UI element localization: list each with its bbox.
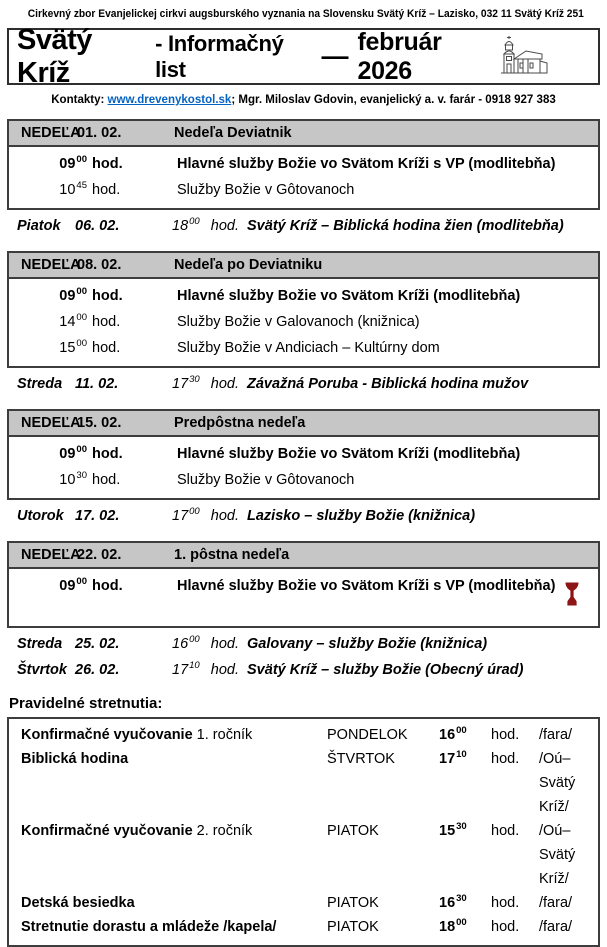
service-time: $09^{00}$ bbox=[59, 154, 87, 172]
hod-label: hod. bbox=[491, 727, 520, 743]
header-title: Predpôstna nedeľa bbox=[174, 415, 306, 431]
regular-meetings-heading: Pravidelné stretnutia: bbox=[9, 695, 163, 712]
weekday-date: 17. 02. bbox=[75, 508, 120, 524]
hod-label: hod. bbox=[92, 314, 121, 330]
service-time: $14^{00}$ bbox=[59, 312, 87, 330]
header-day: NEDEĽA bbox=[21, 257, 81, 273]
weekday-time: $18^{00}$ bbox=[172, 216, 200, 234]
service-row bbox=[9, 151, 598, 177]
schedule-section-week2 bbox=[7, 251, 600, 394]
weekday-event-text: Svätý Kríž – Biblická hodina žien (modlitebňa) bbox=[247, 218, 564, 234]
weekday-event-line bbox=[7, 216, 600, 236]
hod-label: hod. bbox=[210, 508, 239, 524]
header-title: Nedeľa po Deviatniku bbox=[174, 257, 323, 273]
weekday-event-line bbox=[7, 374, 600, 394]
header-day: NEDEĽA bbox=[21, 415, 81, 431]
meeting-activity: Konfirmačné vyučovanie 1. ročník bbox=[21, 727, 253, 743]
weekday-event-text: Galovany – služby Božie (knižnica) bbox=[247, 636, 488, 652]
meeting-activity: Detská besiedka bbox=[21, 895, 135, 911]
schedule-box bbox=[7, 251, 600, 368]
website-link[interactable]: www.drevenykostol.sk bbox=[107, 92, 232, 106]
hod-label: hod. bbox=[92, 578, 123, 594]
schedule-box bbox=[7, 409, 600, 500]
hod-label: hod. bbox=[210, 636, 239, 652]
section-header bbox=[9, 121, 598, 147]
weekday-time: $17^{00}$ bbox=[172, 506, 200, 524]
service-description: Služby Božie v Gôtovanoch bbox=[177, 182, 355, 198]
service-row bbox=[9, 283, 598, 309]
service-time: $09^{00}$ bbox=[59, 444, 87, 462]
meeting-place: /fara/ bbox=[539, 727, 573, 743]
weekday-detail bbox=[172, 374, 600, 394]
service-row bbox=[9, 441, 598, 467]
header-date: 22. 02. bbox=[77, 547, 122, 563]
weekday-time: $17^{10}$ bbox=[172, 660, 200, 678]
service-description: Hlavné služby Božie vo Svätom Kríži (modlitebňa) bbox=[177, 288, 521, 304]
hod-label: hod. bbox=[491, 751, 520, 767]
hod-label: hod. bbox=[92, 182, 121, 198]
service-description: Služby Božie v Galovanoch (knižnica) bbox=[177, 314, 420, 330]
header-title: 1. pôstna nedeľa bbox=[174, 547, 290, 563]
regular-meetings-table bbox=[7, 717, 600, 947]
meeting-day: PIATOK bbox=[327, 823, 379, 839]
hod-label: hod. bbox=[491, 823, 520, 839]
weekday-time: $16^{00}$ bbox=[172, 634, 200, 652]
meeting-day: PONDELOK bbox=[327, 727, 408, 743]
hod-label: hod. bbox=[210, 376, 239, 392]
title-banner bbox=[7, 23, 600, 89]
section-header bbox=[9, 253, 598, 279]
table-row bbox=[9, 819, 598, 891]
service-description: Hlavné služby Božie vo Svätom Kríži (modlitebňa) bbox=[177, 446, 521, 462]
hod-label: hod. bbox=[491, 895, 520, 911]
service-description: Hlavné služby Božie vo Svätom Kríži s VP (modlitebňa) bbox=[177, 156, 556, 172]
weekday-event-text: Svätý Kríž – služby Božie (Obecný úrad) bbox=[247, 662, 524, 678]
weekday-event-line bbox=[7, 506, 600, 526]
table-row bbox=[9, 723, 598, 747]
weekday-detail bbox=[172, 660, 600, 680]
service-time: $10^{30}$ bbox=[59, 470, 87, 488]
contacts-line bbox=[19, 92, 588, 106]
service-row bbox=[9, 573, 598, 599]
table-row bbox=[9, 915, 598, 939]
weekday-date: 26. 02. bbox=[75, 662, 120, 678]
service-row bbox=[9, 309, 598, 335]
weekday-date: 11. 02. bbox=[75, 376, 119, 392]
meeting-place: /Oú–Svätý Kríž/ bbox=[539, 823, 576, 887]
page-title-place: Svätý Kríž bbox=[17, 23, 92, 89]
page-title-dash: — bbox=[321, 41, 349, 71]
contacts-rest: ; Mgr. Miloslav Gdovin, evanjelický a. v. farár - 0918 927 383 bbox=[231, 92, 556, 106]
meeting-time: $16^{30}$ bbox=[439, 893, 467, 911]
section-header bbox=[9, 543, 598, 569]
table-row bbox=[9, 747, 598, 819]
service-row bbox=[9, 467, 598, 493]
header-date: 08. 02. bbox=[77, 257, 122, 273]
meeting-activity: Biblická hodina bbox=[21, 751, 129, 767]
meeting-day: PIATOK bbox=[327, 919, 379, 935]
header-date: 01. 02. bbox=[77, 125, 122, 141]
hod-label: hod. bbox=[92, 472, 121, 488]
schedule-section-week3 bbox=[7, 409, 600, 526]
weekday-event-line bbox=[7, 660, 600, 680]
weekday-detail bbox=[172, 506, 600, 526]
congregation-address-line: Cirkevný zbor Evanjelickej cirkvi augsburského vyznania na Slovensku Svätý Kríž – Lazisko, 032 11 Svätý Kríž 251 bbox=[27, 8, 584, 20]
header-title: Nedeľa Deviatnik bbox=[174, 125, 292, 141]
weekday-name: Streda bbox=[17, 636, 63, 652]
weekday-event-text: Závažná Poruba - Biblická hodina mužov bbox=[247, 376, 529, 392]
weekday-event-line bbox=[7, 634, 600, 654]
communion-chalice-icon bbox=[565, 582, 579, 606]
service-time: $09^{00}$ bbox=[59, 286, 87, 304]
weekday-name: Streda bbox=[17, 376, 63, 392]
weekday-detail bbox=[172, 216, 600, 236]
service-description: Služby Božie v Gôtovanoch bbox=[177, 472, 355, 488]
hod-label: hod. bbox=[92, 340, 121, 356]
hod-label: hod. bbox=[491, 919, 520, 935]
header-date: 15. 02. bbox=[77, 415, 122, 431]
weekday-event-text: Lazisko – služby Božie (knižnica) bbox=[247, 508, 476, 524]
meeting-activity: Konfirmačné vyučovanie 2. ročník bbox=[21, 823, 253, 839]
section-header bbox=[9, 411, 598, 437]
page-title-month: február 2026 bbox=[357, 27, 442, 85]
meeting-place: /fara/ bbox=[539, 919, 573, 935]
church-icon bbox=[496, 35, 548, 79]
weekday-date: 06. 02. bbox=[75, 218, 120, 234]
weekday-time: $17^{30}$ bbox=[172, 374, 200, 392]
hod-label: hod. bbox=[92, 288, 123, 304]
meeting-place: /fara/ bbox=[539, 895, 573, 911]
weekday-name: Štvrtok bbox=[17, 662, 67, 678]
hod-label: hod. bbox=[210, 662, 239, 678]
page-title-subtitle: - Informačný list bbox=[155, 30, 284, 82]
meeting-time: $18^{00}$ bbox=[439, 917, 467, 935]
meeting-time: $15^{30}$ bbox=[439, 821, 467, 839]
service-row bbox=[9, 335, 598, 361]
service-time: $10^{45}$ bbox=[59, 180, 87, 198]
service-description: Hlavné služby Božie vo Svätom Kríži s VP (modlitebňa) bbox=[177, 578, 556, 594]
service-time: $09^{00}$ bbox=[59, 576, 87, 594]
weekday-date: 25. 02. bbox=[75, 636, 120, 652]
schedule-section-week1 bbox=[7, 119, 600, 236]
weekday-detail bbox=[172, 634, 600, 654]
meeting-activity: Stretnutie dorastu a mládeže /kapela/ bbox=[21, 919, 277, 935]
weekday-name: Utorok bbox=[17, 508, 64, 524]
header-day: NEDEĽA bbox=[21, 125, 81, 141]
meeting-day: PIATOK bbox=[327, 895, 379, 911]
meeting-day: ŠTVRTOK bbox=[327, 751, 395, 767]
meeting-time: $17^{10}$ bbox=[439, 749, 467, 767]
header-day: NEDEĽA bbox=[21, 547, 81, 563]
schedule-box bbox=[7, 119, 600, 210]
service-description: Služby Božie v Andiciach – Kultúrny dom bbox=[177, 340, 440, 356]
table-row bbox=[9, 891, 598, 915]
contacts-label: Kontakty: bbox=[51, 92, 105, 106]
hod-label: hod. bbox=[210, 218, 239, 234]
hod-label: hod. bbox=[92, 446, 123, 462]
schedule-section-week4 bbox=[7, 541, 600, 680]
service-row bbox=[9, 177, 598, 203]
meeting-time: $16^{00}$ bbox=[439, 725, 467, 743]
schedule-box bbox=[7, 541, 600, 628]
weekday-name: Piatok bbox=[17, 218, 61, 234]
service-time: $15^{00}$ bbox=[59, 338, 87, 356]
meeting-place: /Oú–Svätý Kríž/ bbox=[539, 751, 576, 815]
hod-label: hod. bbox=[92, 156, 123, 172]
